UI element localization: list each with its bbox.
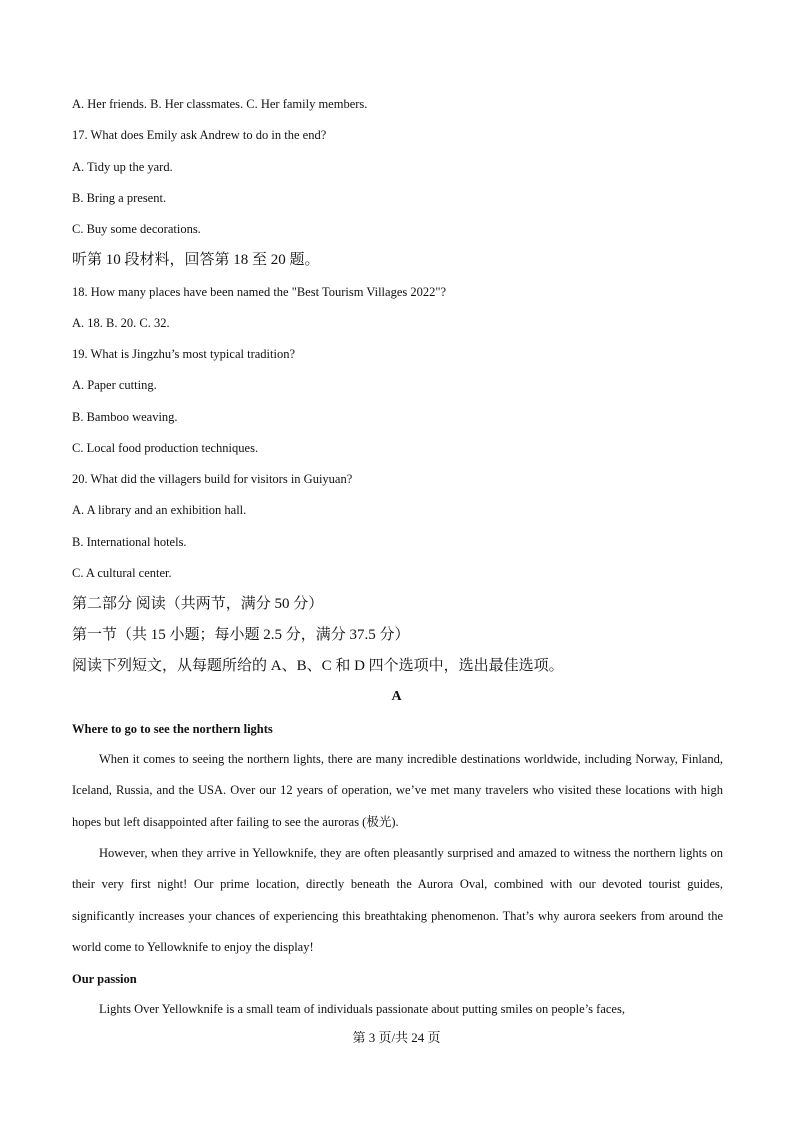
q17-option-c: C. Buy some decorations.	[72, 222, 201, 236]
q19-option-b: B. Bamboo weaving.	[72, 410, 178, 424]
q19-option-a: A. Paper cutting.	[72, 378, 157, 392]
part-2-title: 第二部分 阅读（共两节，满分 50 分）	[72, 596, 324, 612]
passage-paragraph-3: Lights Over Yellowknife is a small team of individuals passionate about putting smiles on people’s faces,	[99, 1002, 625, 1016]
passage-label: A	[391, 689, 402, 704]
passage-heading-2: Our passion	[72, 972, 137, 986]
q20-option-a: A. A library and an exhibition hall.	[72, 503, 247, 517]
page-number-footer: 第 3 页/共 24 页	[352, 1030, 441, 1045]
question-19: 19. What is Jingzhu’s most typical tradition?	[72, 347, 296, 361]
q16-options: A. Her friends. B. Her classmates. C. Her family members.	[72, 97, 368, 111]
question-18: 18. How many places have been named the "Best Tourism Villages 2022"?	[72, 285, 447, 299]
q20-option-c: C. A cultural center.	[72, 566, 172, 580]
q20-option-b: B. International hotels.	[72, 535, 187, 549]
q17-option-b: B. Bring a present.	[72, 191, 167, 205]
passage-paragraph-2: However, when they arrive in Yellowknife, they are often pleasantly surprised and amazed to witness the northern lights on their very first night! Our prime location, directly beneath the Aurora Oval, combined with our devoted tourist guides, significantly increases your chances of experiencing this breathtaking phenomenon. That’s why aurora seekers from around the world come to Yellowknife to enjoy the display!	[72, 846, 723, 954]
question-20: 20. What did the villagers build for visitors in Guiyuan?	[72, 472, 353, 486]
q19-option-c: C. Local food production techniques.	[72, 441, 259, 455]
instruction-material-10: 听第 10 段材料，回答第 18 至 20 题。	[72, 252, 320, 268]
q18-options: A. 18. B. 20. C. 32.	[72, 316, 170, 330]
reading-instruction: 阅读下列短文，从每题所给的 A、B、C 和 D 四个选项中，选出最佳选项。	[72, 658, 564, 674]
passage-heading-1: Where to go to see the northern lights	[72, 722, 273, 736]
section-1-title: 第一节（共 15 小题；每小题 2.5 分，满分 37.5 分）	[72, 627, 410, 643]
q17-option-a: A. Tidy up the yard.	[72, 160, 173, 174]
question-17: 17. What does Emily ask Andrew to do in the end?	[72, 128, 327, 142]
passage-paragraph-1: When it comes to seeing the northern lights, there are many incredible destinations worldwide, including Norway, Finland, Iceland, Russia, and the USA. Over our 12 years of operation, we’ve met many travelers who visited these locations with high hopes but left disappointed after failing to see the auroras (极光).	[72, 752, 723, 829]
